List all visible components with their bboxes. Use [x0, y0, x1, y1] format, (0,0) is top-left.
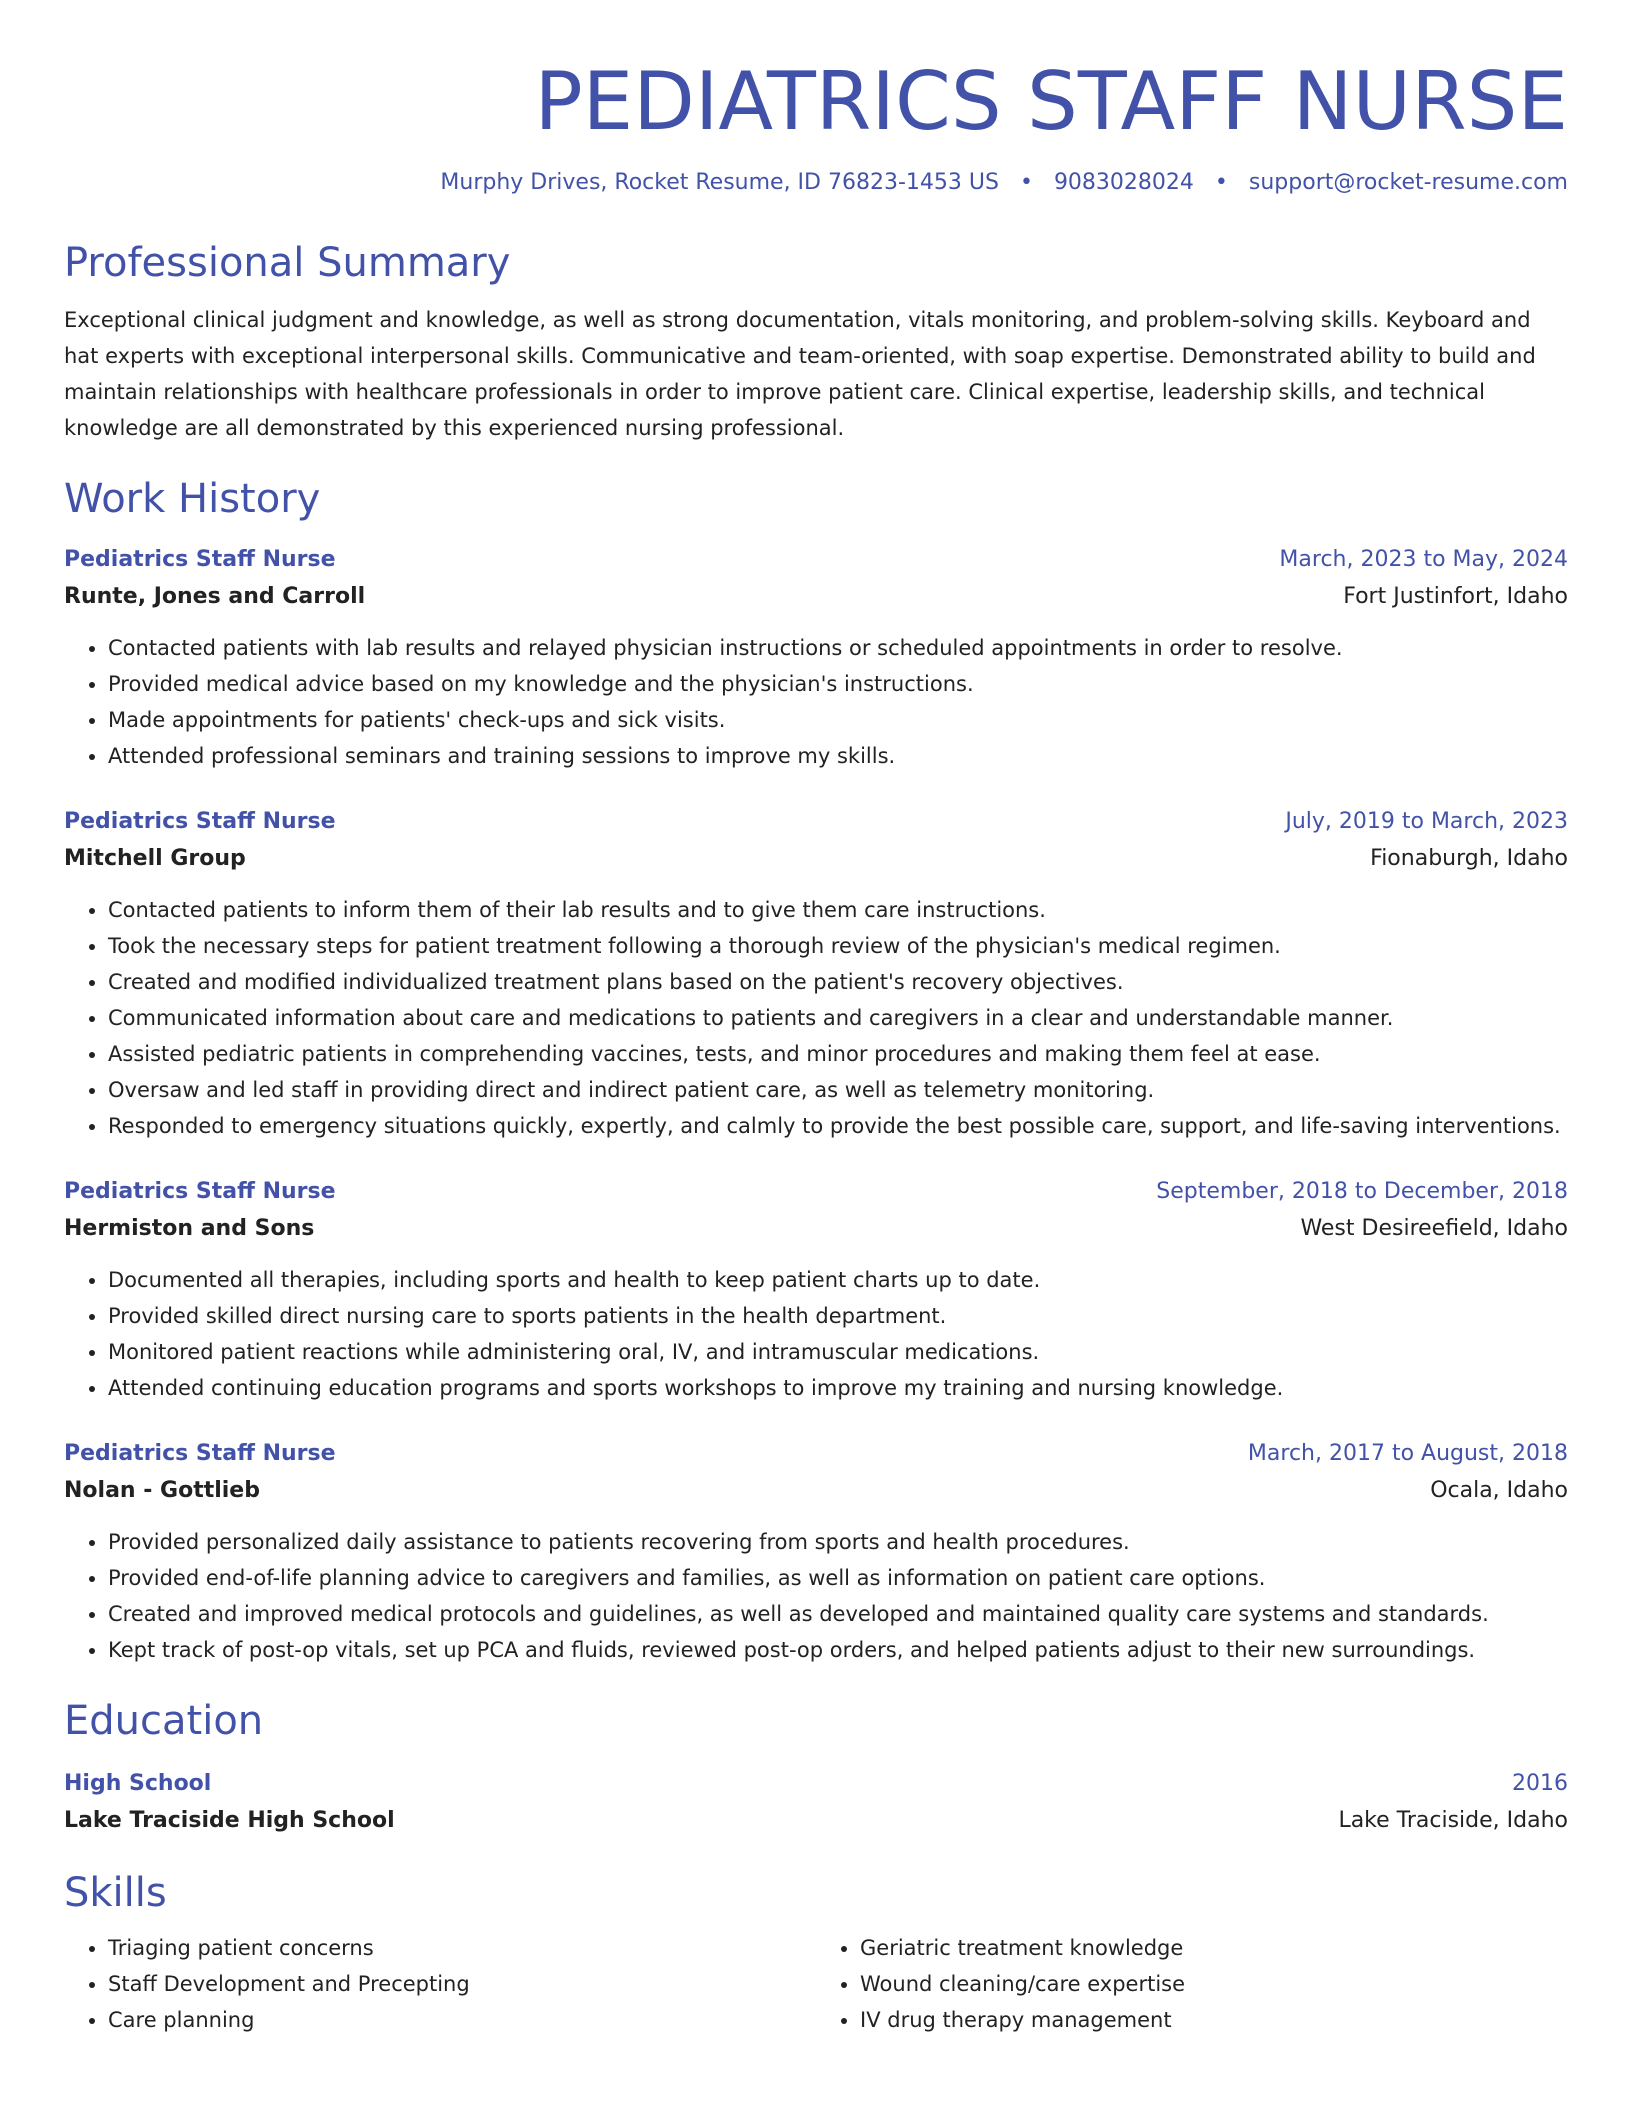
- skill-item: • Staff Development and Precepting: [108, 1966, 816, 2002]
- job-bullet: • Made appointments for patients' check-ups and sick visits.: [108, 702, 1568, 738]
- contact-separator: •: [1019, 170, 1033, 195]
- work-history-heading: Work History: [64, 476, 321, 522]
- skill-item: • Triaging patient concerns: [108, 1930, 816, 1966]
- job-bullet: • Provided end-of-life planning advice to caregivers and families, as well as information on patient care options.: [108, 1560, 1568, 1596]
- education-degree: High School: [64, 1771, 212, 1796]
- job-bullet: • Attended continuing education programs and sports workshops to improve my training and nursing knowledge.: [108, 1370, 1568, 1406]
- job-role: Pediatrics Staff Nurse: [64, 547, 336, 572]
- job-employer: Hermiston and Sons: [64, 1216, 315, 1241]
- job-bullet: • Oversaw and led staff in providing direct and indirect patient care, as well as telemetry monitoring.: [108, 1072, 1568, 1108]
- job-role: Pediatrics Staff Nurse: [64, 809, 336, 834]
- summary-text: Exceptional clinical judgment and knowledge, as well as strong documentation, vitals monitoring, and problem-solving skills. Keyboard and hat experts with exceptional interpersonal skills. Communicative and team-oriented, with soap expertise. Demonstrated ability to build and maintain relationships with healthcare professionals in order to improve patient care. Clinical expertise, leadership skills, and technical knowledge are all demonstrated by this experienced nursing professional.: [64, 308, 1536, 440]
- job-bullets: [64, 1262, 1568, 1406]
- contact-phone: 9083028024: [1053, 170, 1194, 195]
- job-entry: [64, 804, 1568, 1144]
- job-dates: March, 2023 to May, 2024: [1279, 547, 1568, 572]
- job-bullets: [64, 892, 1568, 1144]
- education-heading: Education: [64, 1698, 264, 1744]
- education-location: Lake Traciside, Idaho: [1338, 1808, 1568, 1833]
- job-bullet: • Attended professional seminars and training sessions to improve my skills.: [108, 738, 1568, 774]
- job-bullet: • Contacted patients with lab results and relayed physician instructions or scheduled appointments in order to resolve.: [108, 630, 1568, 666]
- job-location: Ocala, Idaho: [1430, 1478, 1568, 1503]
- job-bullet: • Took the necessary steps for patient treatment following a thorough review of the physician's medical regimen.: [108, 928, 1568, 964]
- job-bullet: • Responded to emergency situations quickly, expertly, and calmly to provide the best possible care, support, and life-saving interventions.: [108, 1108, 1568, 1144]
- job-bullet: • Contacted patients to inform them of their lab results and to give them care instructions.: [108, 892, 1568, 928]
- job-location: Fort Justinfort, Idaho: [1343, 584, 1568, 609]
- job-dates: September, 2018 to December, 2018: [1156, 1179, 1568, 1204]
- job-entry: [64, 1436, 1568, 1668]
- skills-column-right: [816, 1930, 1568, 2038]
- job-bullet: • Provided medical advice based on my knowledge and the physician's instructions.: [108, 666, 1568, 702]
- contact-email: support@rocket-resume.com: [1248, 170, 1568, 195]
- job-bullets: [64, 630, 1568, 774]
- skill-item: • Geriatric treatment knowledge: [860, 1930, 1568, 1966]
- job-bullet: • Kept track of post-op vitals, set up PCA and fluids, reviewed post-op orders, and helped patients adjust to their new surroundings.: [108, 1632, 1568, 1668]
- contact-line: [64, 168, 1568, 198]
- education-year: 2016: [1512, 1771, 1568, 1796]
- job-bullet: • Documented all therapies, including sports and health to keep patient charts up to date.: [108, 1262, 1568, 1298]
- job-bullets: [64, 1524, 1568, 1668]
- job-entry: [64, 1174, 1568, 1406]
- job-bullet: • Created and improved medical protocols and guidelines, as well as developed and maintained quality care systems and standards.: [108, 1596, 1568, 1632]
- summary-heading: Professional Summary: [64, 240, 511, 286]
- job-location: Fionaburgh, Idaho: [1370, 846, 1568, 871]
- skill-item: • Care planning: [108, 2002, 816, 2038]
- job-bullet: • Assisted pediatric patients in comprehending vaccines, tests, and minor procedures and making them feel at ease.: [108, 1036, 1568, 1072]
- resume-name: PEDIATRICS STAFF NURSE: [534, 55, 1568, 148]
- job-bullet: • Created and modified individualized treatment plans based on the patient's recovery objectives.: [108, 964, 1568, 1000]
- contact-separator: •: [1214, 170, 1228, 195]
- contact-address: Murphy Drives, Rocket Resume, ID 76823-1453 US: [440, 170, 999, 195]
- skills-heading: Skills: [64, 1870, 167, 1916]
- skills-list: [64, 1930, 1568, 2038]
- job-bullet: • Communicated information about care and medications to patients and caregivers in a clear and understandable manner.: [108, 1000, 1568, 1036]
- education-school: Lake Traciside High School: [64, 1808, 395, 1833]
- job-location: West Desireefield, Idaho: [1300, 1216, 1568, 1241]
- education-entry: [64, 1766, 1568, 1840]
- job-role: Pediatrics Staff Nurse: [64, 1179, 336, 1204]
- job-employer: Nolan - Gottlieb: [64, 1478, 260, 1503]
- skills-column-left: [64, 1930, 816, 2038]
- job-bullet: • Monitored patient reactions while administering oral, IV, and intramuscular medications.: [108, 1334, 1568, 1370]
- job-employer: Runte, Jones and Carroll: [64, 584, 366, 609]
- job-dates: March, 2017 to August, 2018: [1247, 1441, 1568, 1466]
- job-employer: Mitchell Group: [64, 846, 246, 871]
- job-dates: July, 2019 to March, 2023: [1285, 809, 1568, 834]
- job-entry: [64, 542, 1568, 774]
- job-role: Pediatrics Staff Nurse: [64, 1441, 336, 1466]
- job-bullet: • Provided skilled direct nursing care to sports patients in the health department.: [108, 1298, 1568, 1334]
- job-bullet: • Provided personalized daily assistance to patients recovering from sports and health procedures.: [108, 1524, 1568, 1560]
- skill-item: • Wound cleaning/care expertise: [860, 1966, 1568, 2002]
- skill-item: • IV drug therapy management: [860, 2002, 1568, 2038]
